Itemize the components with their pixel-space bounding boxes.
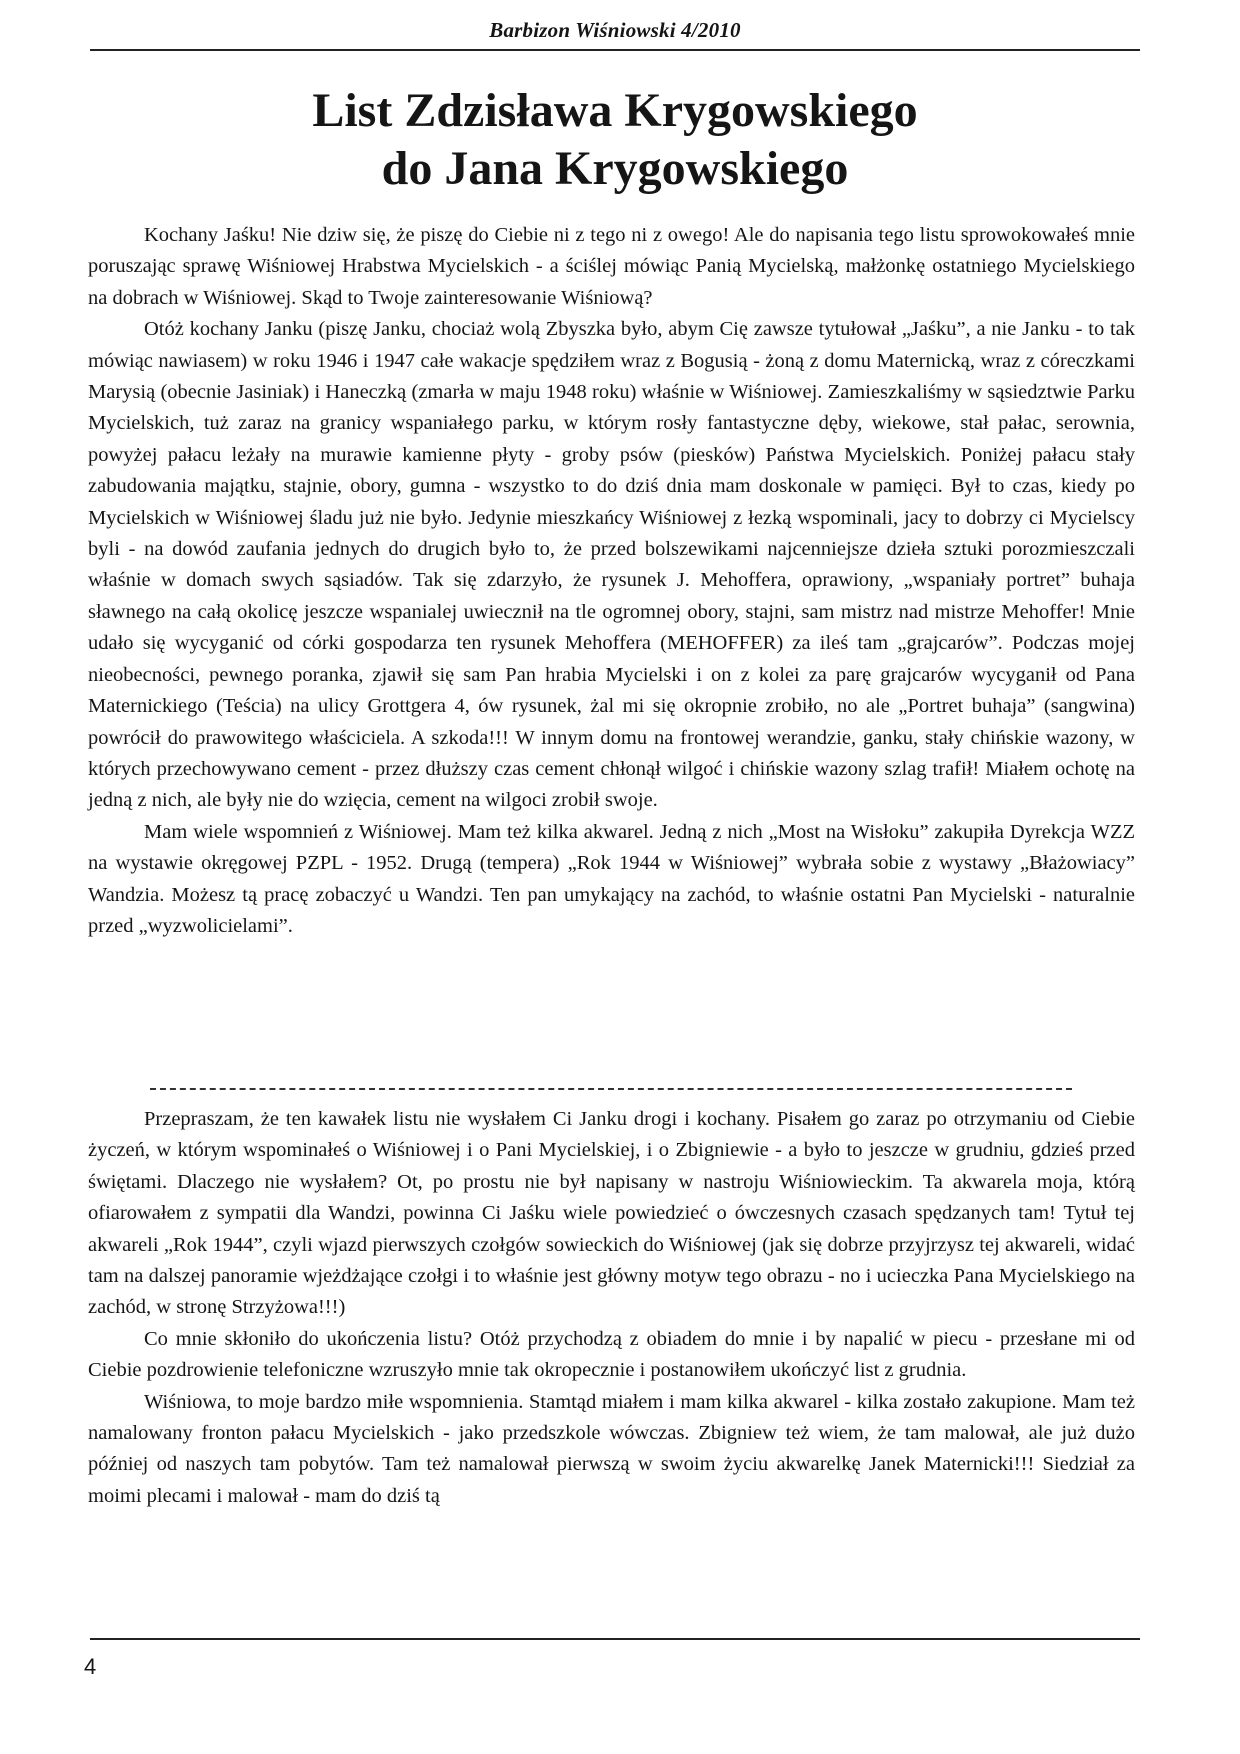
paragraph: Otóż kochany Janku (piszę Janku, chociaż wolą Zbyszka było, abym Cię zawsze tytułował „Jaśku”, a nie Janku - to tak mówiąc nawiasem) w roku 1946 i 1947 całe wakacje spędziłem wraz z Bogusią - żoną z domu Maternicką, wraz z córeczkami Marysią (obecnie Jasiniak) i Haneczką (zmarła w maju 1948 roku) właśnie w Wiśniowej. Zamieszkaliśmy w sąsiedztwie Parku Mycielskich, tuż zaraz na granicy wspaniałego parku, w którym rosły fantastyczne dęby, wiekowe, stał pałac, serownia, powyżej pałacu leżały na murawie kamienne płyty - groby psów (piesków) Państwa Mycielskich. Poniżej pałacu stały zabudowania majątku, stajnie, obory, gumna - wszystko to do dziś dnia mam doskonale w pamięci. Był to czas, kiedy po Mycielskich w Wiśniowej śladu już nie było. Jedynie mieszkańcy Wiśniowej z łezką wspominali, jacy to dobrzy ci Mycielscy byli - na dowód zaufania jednych do drugich było to, że przed bolszewikami najcenniejsze dzieła sztuki porozmieszczali właśnie w domach swych sąsiadów. Tak się zdarzyło, że rysunek J. Mehoffera, oprawiony, „wspaniały portret” buhaja sławnego na całą okolicę jeszcze wspanialej uwiecznił na tle ogromnej obory, stajni, sam mistrz nad mistrze Mehoffer! Mnie udało się wycyganić od córki gospodarza ten rysunek Mehoffera (MEHOFFER) za ileś tam „grajcarów”. Podczas mojej nieobecności, pewnego poranka, zjawił się sam Pan hrabia Mycielski i on z kolei za parę grajcarów wycyganił od Pana Maternickiego (Teścia) na ulicy Grottgera 4, ów rysunek, żal mi się okropnie zrobiło, no ale „Portret buhaja” (sangwina) powrócił do prawowitego właściciela. A szkoda!!! W innym domu na frontowej werandzie, ganku, stały chińskie wazony, w których przechowywano cement - przez dłuższy czas cement chłonął wilgoć i chińskie wazony szlag trafił! Miałem ochotę na jedną z nich, ale były nie do wzięcia, cement na wilgoci zrobił swoje. [88, 318, 1135, 812]
letter-body-part-2 [88, 1104, 1135, 1512]
running-header: Barbizon Wiśniowski 4/2010 [489, 18, 741, 42]
paragraph: Co mnie skłoniło do ukończenia listu? Otóż przychodzą z obiadem do mnie i by napalić w piecu - przesłane mi od Ciebie pozdrowienie telefoniczne wzruszyło mnie tak okropecznie i postanowiłem ukończyć list z grudnia. [88, 1327, 1135, 1382]
paragraph: Wiśniowa, to moje bardzo miłe wspomnienia. Stamtąd miałem i mam kilka akwarel - kilka zostało zakupione. Mam też namalowany fronton pałacu Mycielskich - jako przedszkole wówczas. Zbigniew też wiem, że tam malował, ale już dużo później od naszych tam pobytów. Tam też namalował pierwszą w swoim życiu akwarelkę Janek Maternicki!!! Siedział za moimi plecami i malował - mam do dziś tą [88, 1390, 1135, 1507]
letter-body-part-1 [88, 220, 1135, 942]
footer-rule [90, 1638, 1140, 1640]
paragraph: Kochany Jaśku! Nie dziw się, że piszę do Ciebie ni z tego ni z owego! Ale do napisania tego listu sprowokowałeś mnie poruszając sprawę Wiśniowej Hrabstwa Mycielskich - a ściślej mówiąc Panią Mycielską, małżonkę ostatniego Mycielskiego na dobrach w Wiśniowej. Skąd to Twoje zainteresowanie Wiśniową? [88, 224, 1135, 309]
title-line-2: do Jana Krygowskiego [381, 142, 849, 195]
paragraph: Mam wiele wspomnień z Wiśniowej. Mam też kilka akwarel. Jedną z nich „Most na Wisłoku” zakupiła Dyrekcja WZZ na wystawie okręgowej PZPL - 1952. Drugą (tempera) „Rok 1944 w Wiśniowej” wybrała sobie z wystawy „Błażowiacy” Wandzia. Możesz tą pracę zobaczyć u Wandzi. Ten pan umykający na zachód, to właśnie ostatni Pan Mycielski - naturalnie przed „wyzwolicielami”. [88, 820, 1135, 937]
dashed-separator [150, 1088, 1072, 1090]
page-number: 4 [84, 1654, 97, 1679]
title-line-1: List Zdzisława Krygowskiego [312, 84, 918, 137]
article-title [90, 82, 1140, 198]
header-rule [90, 49, 1140, 51]
paragraph: Przepraszam, że ten kawałek listu nie wysłałem Ci Janku drogi i kochany. Pisałem go zaraz po otrzymaniu od Ciebie życzeń, w którym wspominałeś o Wiśniowej i o Pani Mycielskiej, i o Zbigniewie - a było to jeszcze w grudniu, gdzieś przed świętami. Dlaczego nie wysłałem? Ot, po prostu nie był napisany w nastroju Wiśniowieckim. Ta akwarela moja, którą ofiarowałem z sympatii dla Wandzi, powinna Ci Jaśku wiele powiedzieć o ówczesnych czasach spędzanych tam! Tytuł tej akwareli „Rok 1944”, czyli wjazd pierwszych czołgów sowieckich do Wiśniowej (jak się dobrze przyjrzysz tej akwareli, widać tam na dalszej panoramie wjeżdżające czołgi i to właśnie jest główny motyw tego obrazu - no i ucieczka Pana Mycielskiego na zachód, w stronę Strzyżowa!!!) [88, 1108, 1135, 1319]
